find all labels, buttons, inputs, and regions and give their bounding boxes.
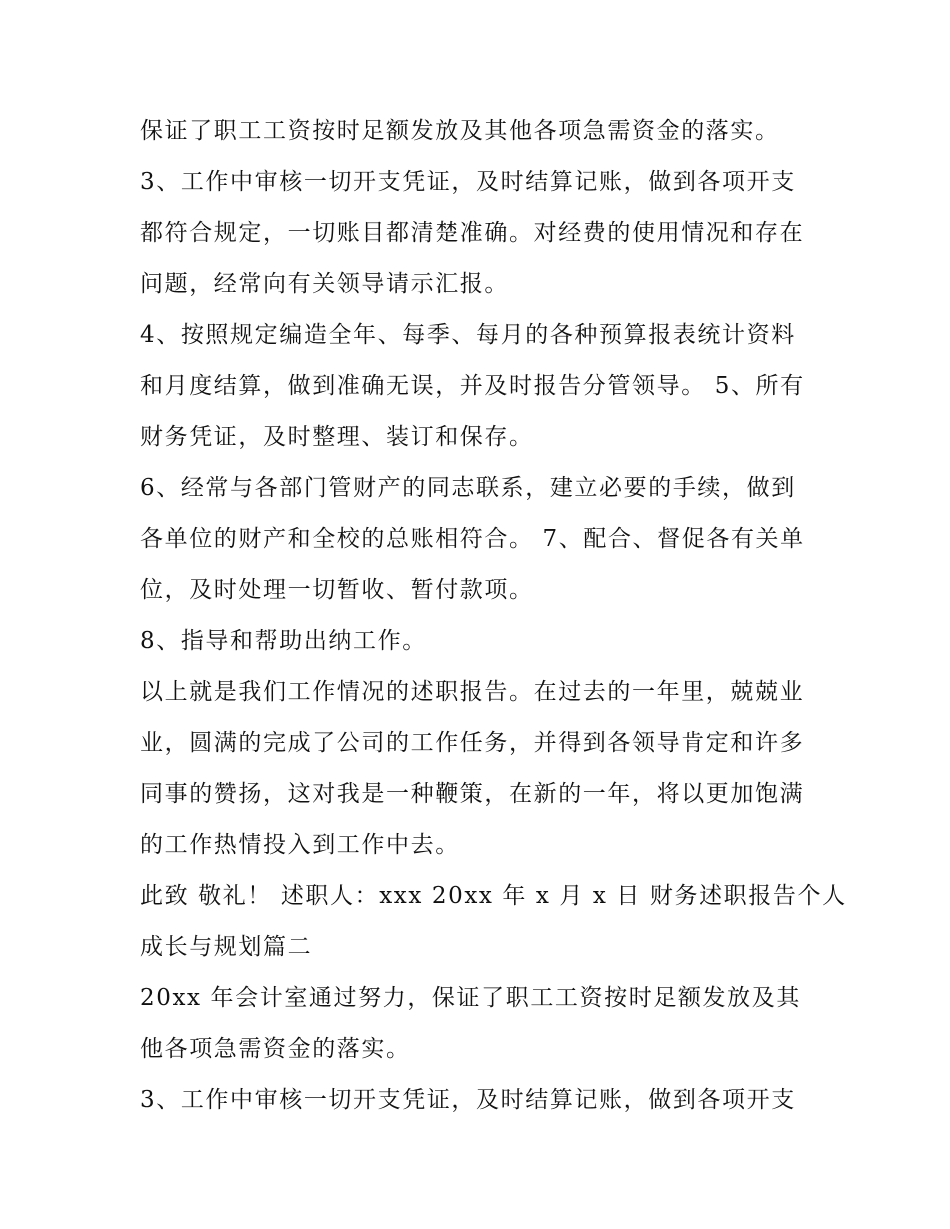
text-line: 8、指导和帮助出纳工作。: [140, 628, 427, 654]
text-line: 20xx 年会计室通过努力，保证了职工工资按时足额发放及其: [140, 985, 801, 1011]
text-line: 6、经常与各部门管财产的同志联系，建立必要的手续，做到: [140, 475, 796, 501]
text-line: 位，及时处理一切暂收、暂付款项。: [140, 577, 534, 603]
text-line: 3、工作中审核一切开支凭证，及时结算记账，做到各项开支: [140, 1087, 796, 1113]
text-line: 成长与规划篇二: [140, 934, 313, 960]
text-line: 他各项急需资金的落实。: [140, 1036, 411, 1062]
text-line: 都符合规定，一切账目都清楚准确。对经费的使用情况和存在: [140, 220, 805, 246]
text-line: 业，圆满的完成了公司的工作任务，并得到各领导肯定和许多: [140, 730, 805, 756]
text-line: 财务凭证，及时整理、装订和保存。: [140, 424, 534, 450]
text-line: 和月度结算，做到准确无误，并及时报告分管领导。 5、所有: [140, 373, 805, 399]
text-line: 问题，经常向有关领导请示汇报。: [140, 271, 509, 297]
text-line: 保证了职工工资按时足额发放及其他各项急需资金的落实。: [140, 118, 780, 144]
text-line: 的工作热情投入到工作中去。: [140, 832, 460, 858]
text-line: 3、工作中审核一切开支凭证，及时结算记账，做到各项开支: [140, 169, 796, 195]
text-line: 各单位的财产和全校的总账相符合。 7、配合、督促各有关单: [140, 526, 805, 552]
text-line: 4、按照规定编造全年、每季、每月的各种预算报表统计资料: [140, 322, 796, 348]
document-body: [140, 106, 847, 1126]
text-line: 以上就是我们工作情况的述职报告。在过去的一年里，兢兢业: [140, 679, 805, 705]
text-line: 此致 敬礼！ 述职人：xxx 20xx 年 x 月 x 日 财务述职报告个人: [140, 883, 847, 909]
text-line: 同事的赞扬，这对我是一种鞭策，在新的一年，将以更加饱满: [140, 781, 805, 807]
